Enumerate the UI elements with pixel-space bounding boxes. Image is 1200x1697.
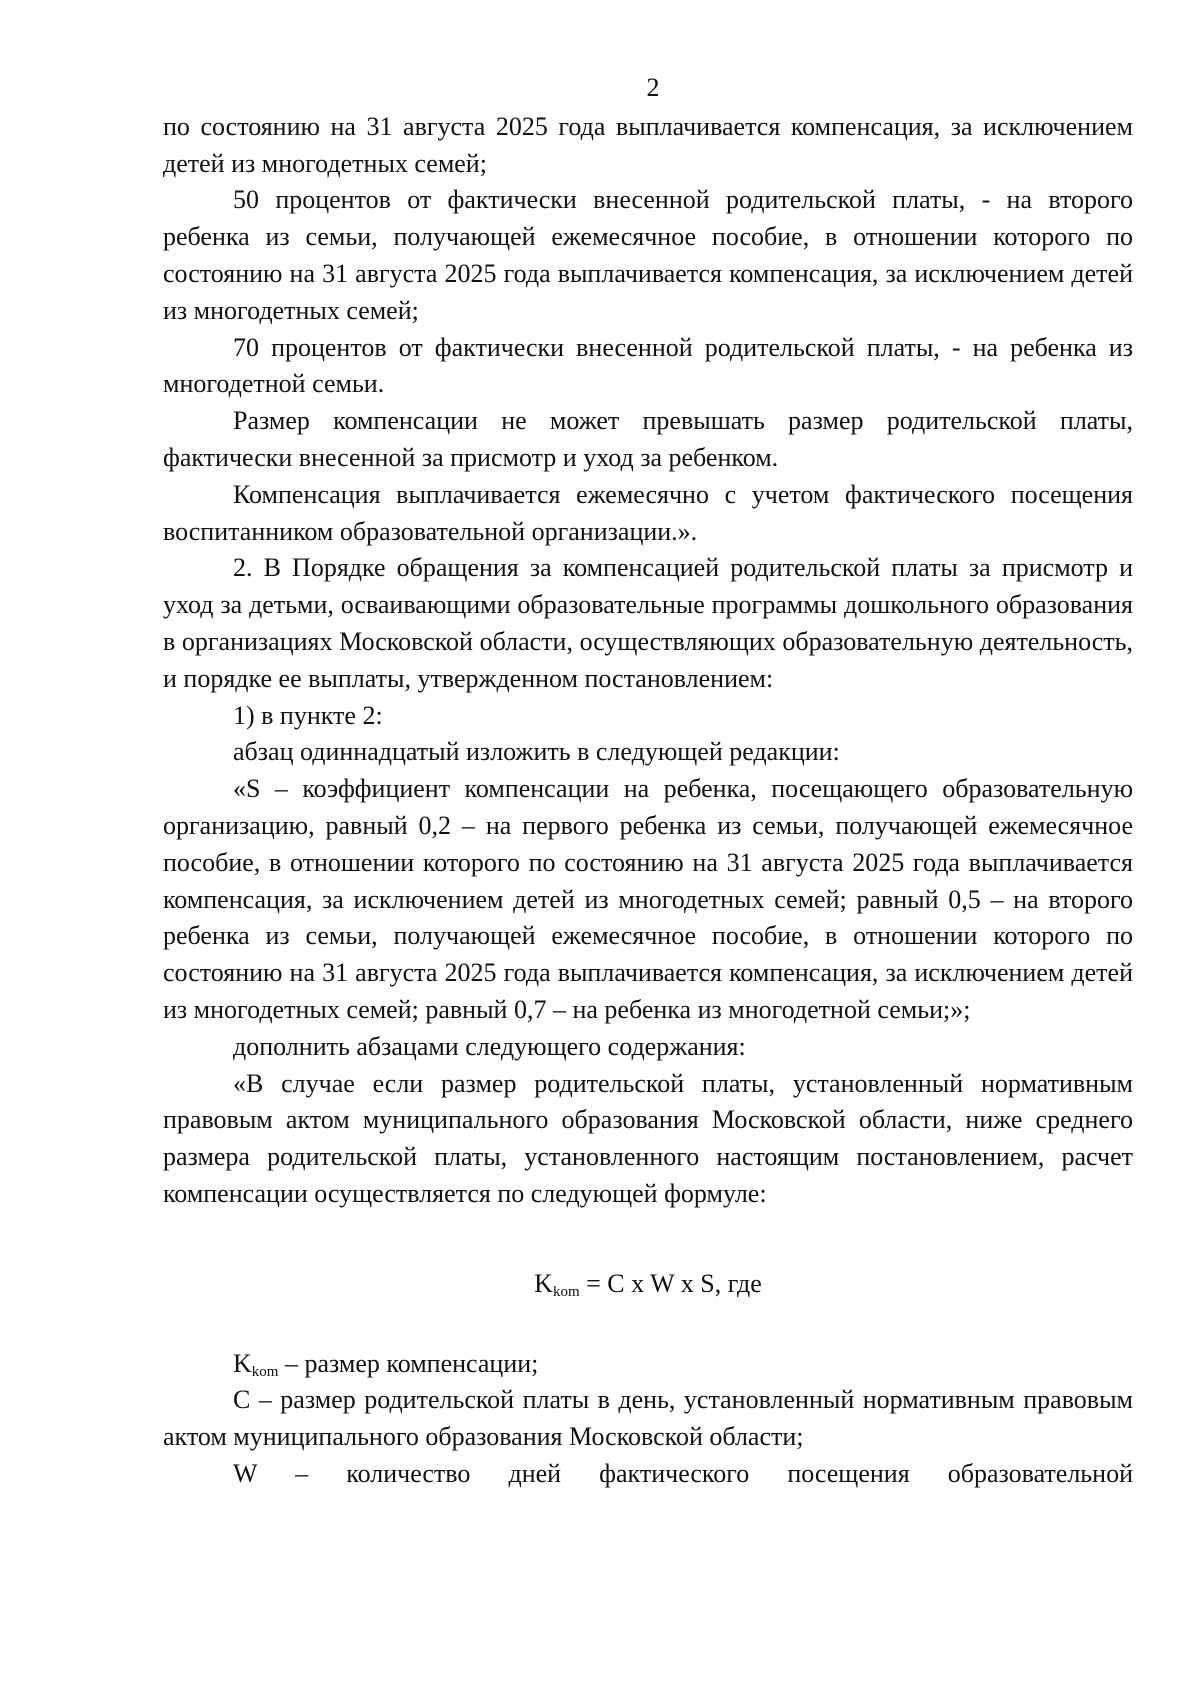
- definition-c: С – размер родительской платы в день, установленный нормативным правовым актом муниципального образования Московской области;: [163, 1385, 1133, 1452]
- paragraph-4: Размер компенсации не может превышать размер родительской платы, фактически внесенной за присмотр и уход за ребенком.: [163, 406, 1133, 472]
- paragraph-9: «S – коэффициент компенсации на ребенка, посещающего образовательную организацию, равный 0,2 – на первого ребенка из семьи, получающей ежемесячное пособие, в отношении которого по состоянию на 31 августа 2025 года выплачивается компенсация, за исключением детей из многодетных семей; равный 0,5 – на второго ребенка из семьи, получающей ежемесячное пособие, в отношении которого по состоянию на 31 августа 2025 года выплачивается компенсация, за исключением детей из многодетных семей; равный 0,7 – на ребенка из многодетной семьи;»;: [163, 774, 1133, 1024]
- paragraph-1: по состоянию на 31 августа 2025 года выплачивается компенсация, за исключением детей из многодетных семей;: [163, 111, 1133, 178]
- formula-k: K: [534, 1268, 553, 1298]
- page-number: 2: [646, 73, 660, 102]
- paragraph-11: «В случае если размер родительской платы, установленный нормативным правовым актом муниципального образования Московской области, ниже среднего размера родительской платы, установленного настоящим постановлением, расчет компенсации осуществляется по следующей формуле:: [163, 1068, 1133, 1208]
- definition-k: [163, 1346, 1133, 1383]
- definition-k-subscript: kom: [251, 1363, 279, 1380]
- definition-k-text: – размер компенсации;: [278, 1348, 539, 1378]
- paragraph-5: Компенсация выплачивается ежемесячно с учетом фактического посещения воспитанником образовательной организации.».: [163, 479, 1133, 546]
- document-page: [163, 70, 1133, 1493]
- paragraph-3: 70 процентов от фактически внесенной родительской платы, - на ребенка из многодетной семьи.: [163, 332, 1133, 399]
- formula: [163, 1266, 1133, 1303]
- paragraph-2: 50 процентов от фактически внесенной родительской платы, - на второго ребенка из семьи, получающей ежемесячное пособие, в отношении которого по состоянию на 31 августа 2025 года выплачивается компенсация, за исключением детей из многодетных семей;: [163, 185, 1133, 325]
- definition-w: W – количество дней фактического посещения образовательной: [233, 1458, 1133, 1488]
- paragraph-8: абзац одиннадцатый изложить в следующей редакции:: [233, 737, 840, 767]
- formula-rest: = C x W x S, где: [579, 1268, 762, 1298]
- paragraph-6: 2. В Порядке обращения за компенсацией родительской платы за присмотр и уход за детьми, осваивающими образовательные программы дошкольного образования в организациях Московской области, осуществляющих образовательную деятельность, и порядке ее выплаты, утвержденном постановлением:: [163, 553, 1133, 693]
- paragraph-7: 1) в пункте 2:: [233, 700, 383, 730]
- definition-k-symbol: K: [233, 1348, 252, 1378]
- formula-k-subscript: kom: [552, 1283, 580, 1300]
- paragraph-10: дополнить абзацами следующего содержания:: [233, 1031, 746, 1061]
